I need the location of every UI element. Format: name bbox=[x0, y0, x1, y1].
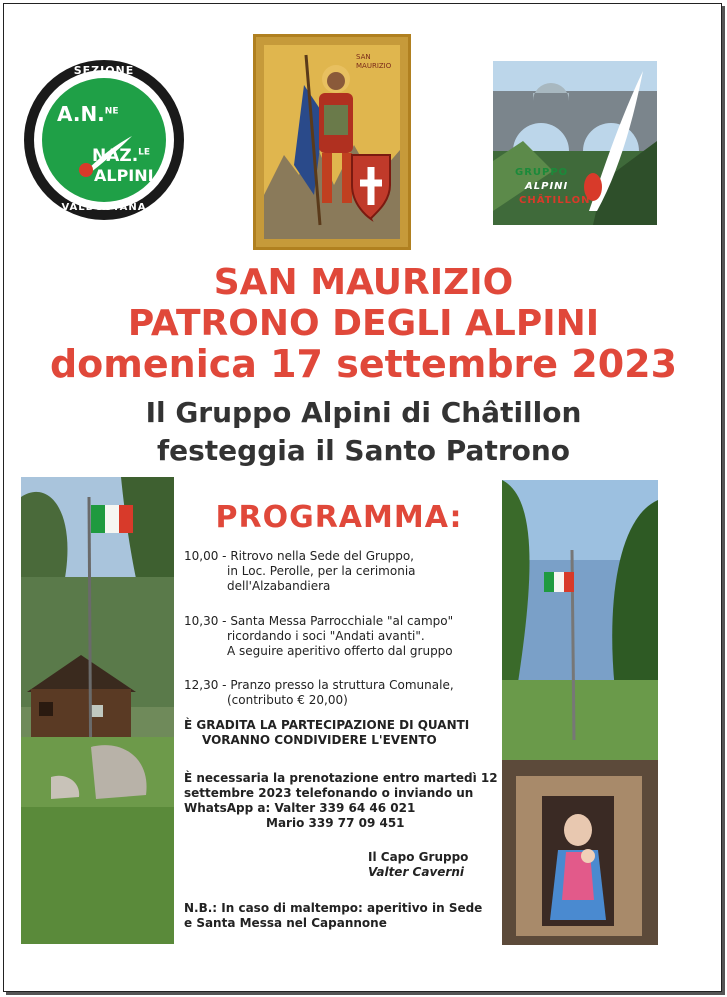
logo-line1: A.N.$^{NE}$ bbox=[57, 102, 119, 126]
photo-flag-cabin bbox=[21, 477, 174, 944]
program-line: 10,00 - Ritrovo nella Sede del Gruppo, bbox=[184, 549, 414, 563]
prenotazione-line: WhatsApp a: Valter 339 64 46 021 bbox=[184, 801, 416, 815]
program-line: A seguire aperitivo offerto dal gruppo bbox=[227, 644, 453, 658]
subtitle-line1: Il Gruppo Alpini di Châtillon bbox=[145, 396, 582, 429]
icon-saint-label: SAN MAURIZIO bbox=[356, 53, 392, 70]
prenotazione-line: È necessaria la prenotazione entro martedì 12 bbox=[184, 771, 498, 785]
gradita-line: È GRADITA LA PARTECIPAZIONE DI QUANTI bbox=[184, 718, 470, 732]
logo-right-line3: CHÂTILLON bbox=[519, 195, 591, 206]
logo-right-line2: ALPINI bbox=[525, 181, 569, 192]
program-line: ricordando i soci "Andati avanti". bbox=[227, 629, 425, 643]
ana-logo bbox=[24, 60, 184, 220]
title-line2: PATRONO DEGLI ALPINI bbox=[127, 303, 600, 344]
program-item bbox=[184, 614, 502, 659]
nb-notice bbox=[184, 901, 502, 931]
logo-ring-top-text: SEZIONE bbox=[73, 64, 135, 77]
prenotazione-line: Mario 339 77 09 451 bbox=[266, 816, 405, 830]
logo-line3: ALPINI bbox=[94, 166, 154, 185]
logo-right-line1: GRUPPO bbox=[515, 167, 569, 178]
san-maurizio-icon-image bbox=[253, 34, 411, 250]
program-line: 10,30 - Santa Messa Parrocchiale "al campo" bbox=[184, 614, 454, 628]
title-date: domenica 17 settembre 2023 bbox=[49, 342, 678, 386]
programma-title: PROGRAMMA: bbox=[215, 500, 463, 535]
nb-line: N.B.: In caso di maltempo: aperitivo in Sede bbox=[184, 901, 483, 915]
program-line: (contributo € 20,00) bbox=[227, 693, 348, 707]
gruppo-alpini-chatillon-logo bbox=[493, 61, 657, 225]
saint-figure-icon bbox=[264, 45, 400, 239]
prenotazione-line: settembre 2023 telefonando o inviando un bbox=[184, 786, 474, 800]
program-item bbox=[184, 549, 502, 594]
program-line: in Loc. Perolle, per la cerimonia bbox=[227, 564, 416, 578]
signature-role: Il Capo Gruppo bbox=[368, 850, 469, 864]
shrine-photo bbox=[502, 480, 658, 945]
program-line: dell'Alzabandiera bbox=[227, 579, 331, 593]
nb-line: e Santa Messa nel Capannone bbox=[184, 916, 387, 930]
gradita-line: VORANNO CONDIVIDERE L'EVENTO bbox=[202, 733, 437, 747]
photo-madonna-shrine bbox=[502, 480, 658, 945]
logo-ring-bottom-text: VALDOSTANA bbox=[61, 202, 147, 213]
program-line: 12,30 - Pranzo presso la struttura Comunale, bbox=[184, 678, 454, 692]
title-line1: SAN MAURIZIO bbox=[213, 262, 514, 303]
flag-cabin-photo bbox=[21, 477, 174, 944]
subtitle-line2: festeggia il Santo Patrono bbox=[156, 434, 571, 467]
prenotazione-notice bbox=[184, 771, 502, 831]
program-item bbox=[184, 678, 502, 708]
signature-block bbox=[368, 850, 508, 880]
gradita-notice bbox=[184, 718, 502, 748]
logo-line2: NAZ.$^{LE}$ bbox=[92, 146, 151, 166]
signature-name: Valter Caverni bbox=[368, 865, 464, 879]
